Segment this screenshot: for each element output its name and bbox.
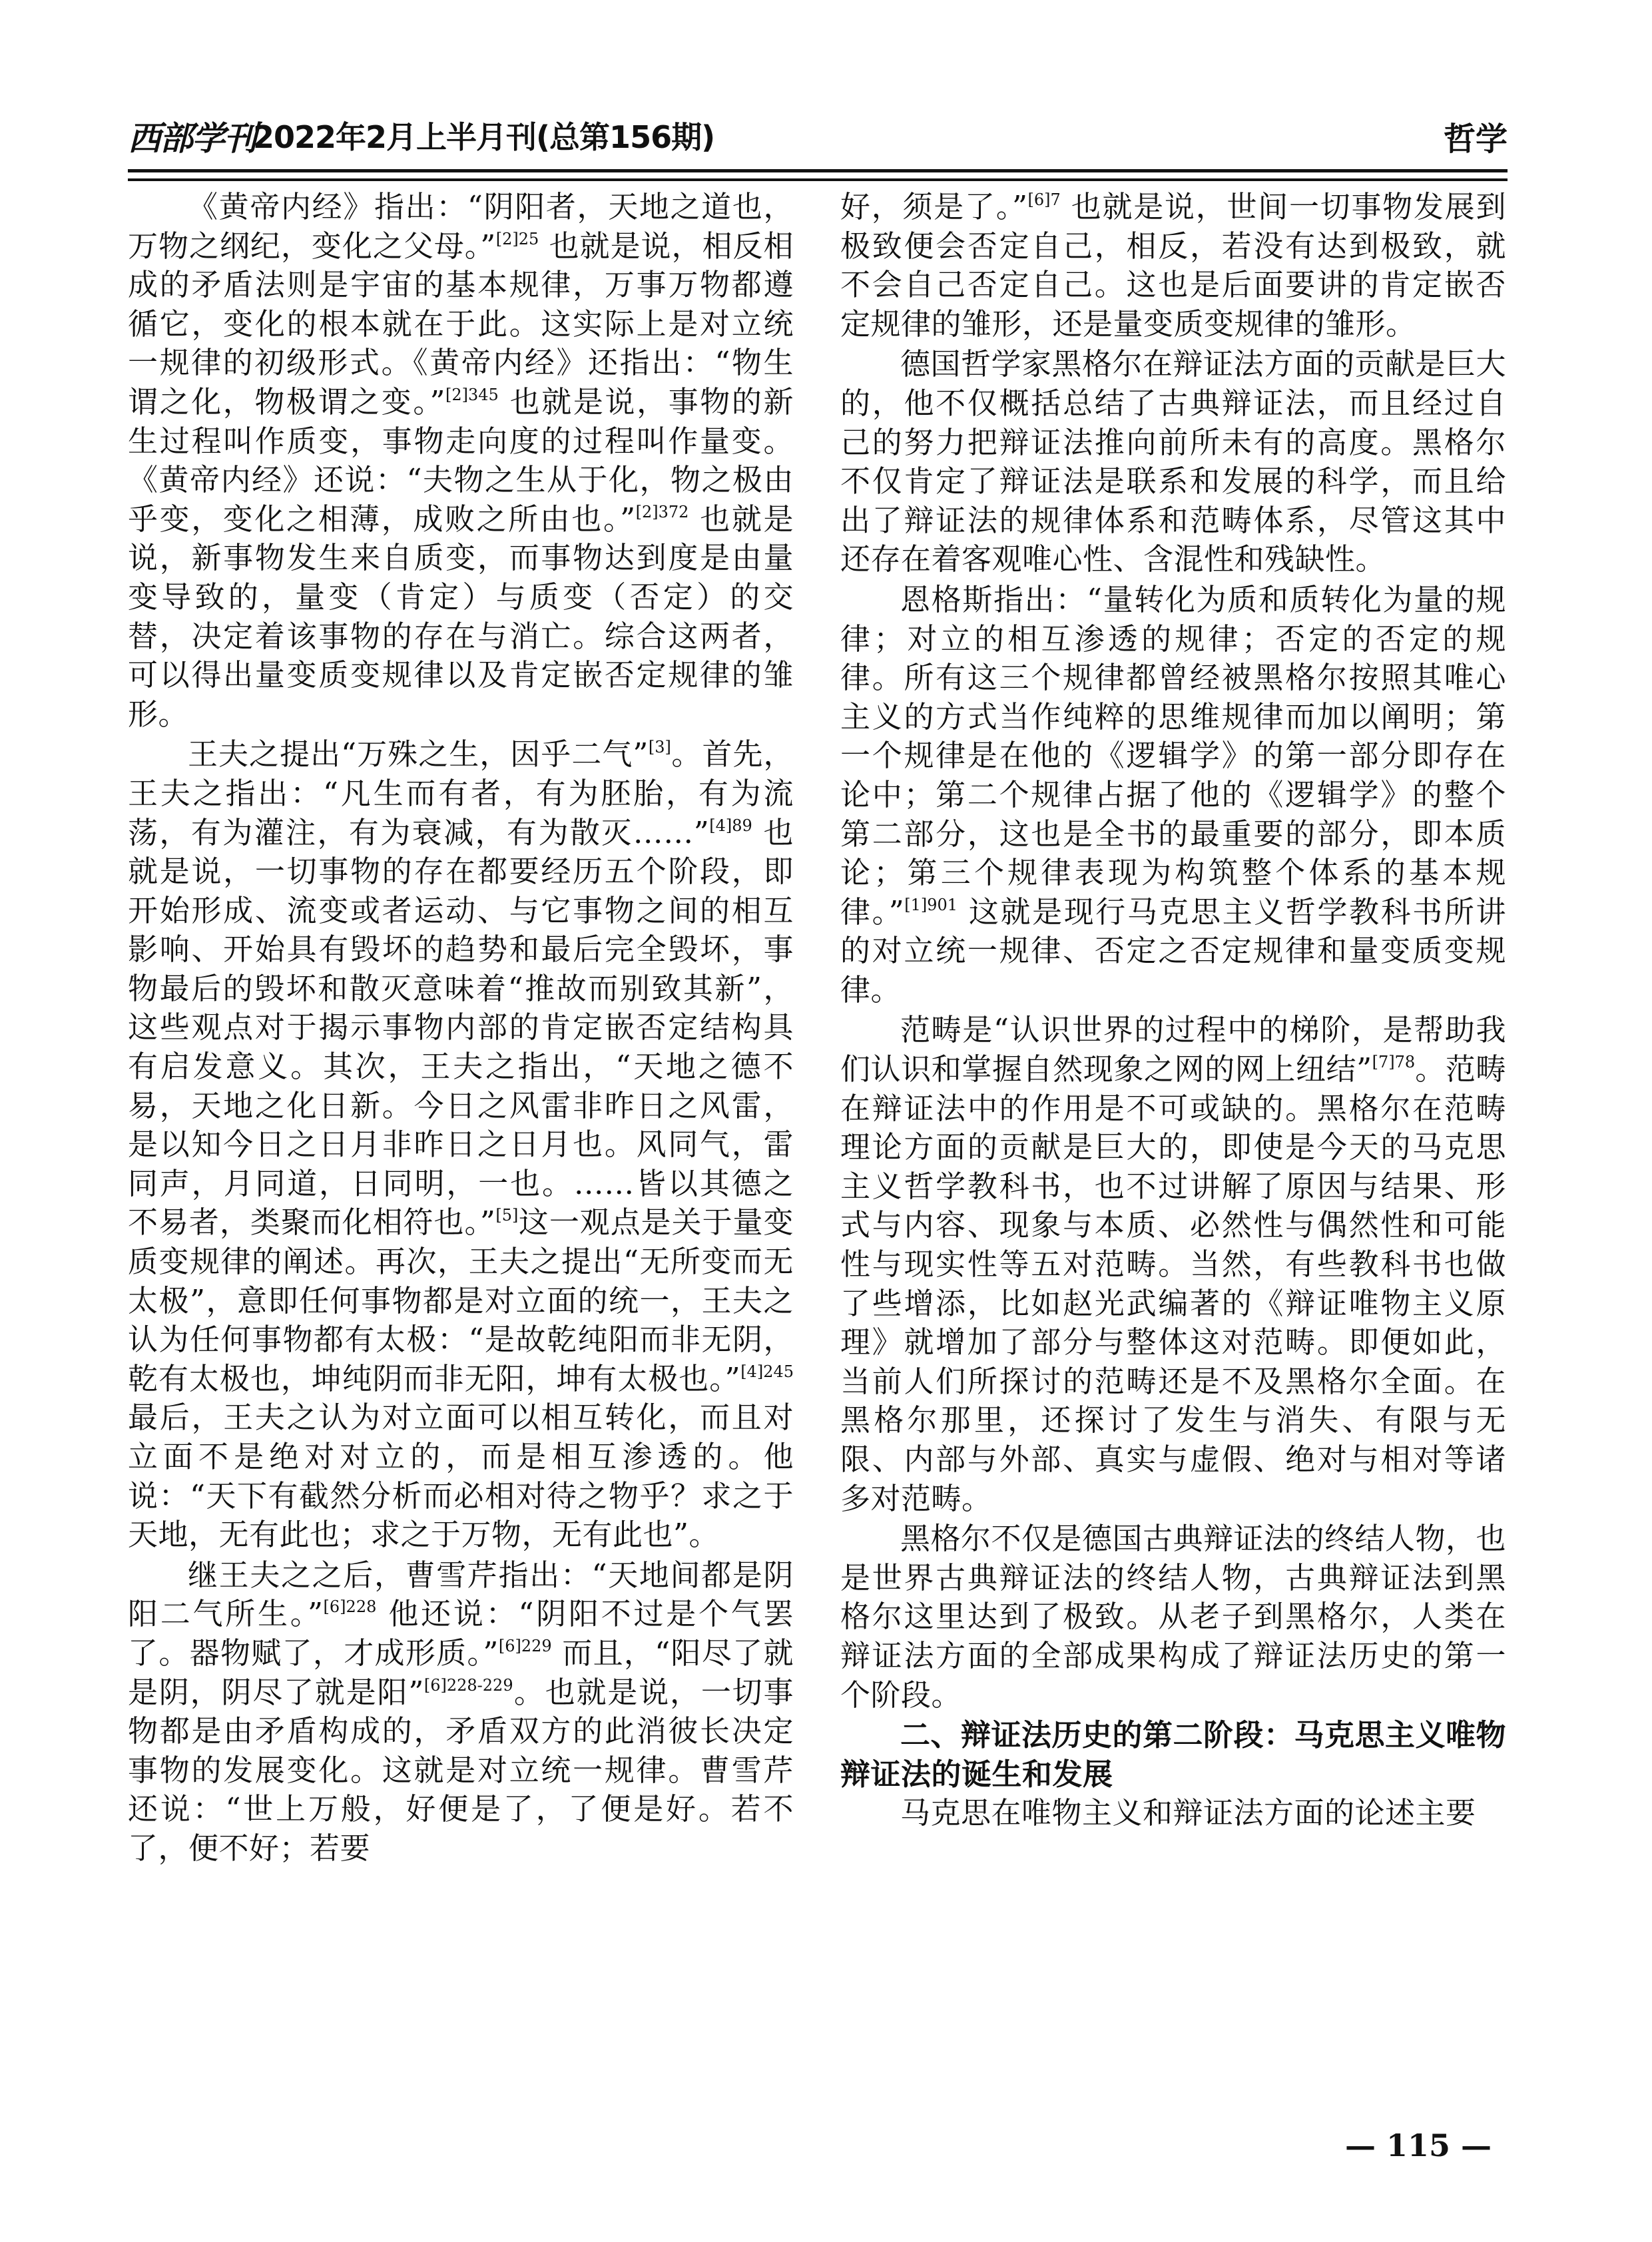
- paragraph: [128, 188, 794, 734]
- right-paragraphs: [840, 188, 1506, 1715]
- paragraph-text: 这一观点是关于量变质变规律的阐述。再次，王夫之提出“无所变而无太极”，意即任何事物都是对立面的统一，王夫之认为任何事物都有太极：“是故乾纯阳而非无阴，乾有太极也，坤纯阴而非无阳，坤有太极也。”: [128, 1205, 794, 1396]
- right-column: [840, 188, 1506, 1834]
- paragraph-text: 黑格尔不仅是德国古典辩证法的终结人物，也是世界古典辩证法的终结人物，古典辩证法到黑格尔这里达到了极致。从老子到黑格尔，人类在辩证法方面的全部成果构成了辩证法历史的第一个阶段。: [840, 1521, 1507, 1713]
- issue-info: 2022年2月上半月刊(总第156期): [253, 119, 715, 155]
- paragraph: [128, 1556, 794, 1868]
- citation-superscript: [2]345: [445, 385, 499, 404]
- paragraph: [128, 735, 794, 1554]
- section-label: 哲学: [1443, 121, 1508, 158]
- paragraph-text: 这就是现行马克思主义哲学教科书所讲的对立统一规律、否定之否定规律和量变质变规律。: [840, 894, 1506, 1007]
- paragraph: [840, 1520, 1506, 1715]
- citation-superscript: [5]: [495, 1206, 519, 1225]
- page-number: — 115 —: [1345, 2127, 1492, 2163]
- citation-superscript: [2]25: [495, 229, 539, 248]
- paragraph-text: 他还说：“阴阳不过是个气罢了。器物赋了，才成形质。”: [128, 1596, 794, 1671]
- running-header: [128, 112, 1508, 158]
- citation-superscript: [6]228: [323, 1597, 377, 1617]
- journal-logo: 西部学刊: [128, 119, 256, 158]
- right-paragraphs-after: [840, 1794, 1506, 1833]
- citation-superscript: [4]89: [709, 816, 752, 835]
- paragraph: [840, 1011, 1506, 1518]
- paragraph: [840, 345, 1506, 579]
- paragraph-text: 也就是说，一切事物的存在都要经历五个阶段，即开始形成、流变或者运动、与它事物之间的相互影响、开始具有毁坏的趋势和最后完全毁坏，事物最后的毁坏和散灭意味着“推故而别致其新”，这些观点对于揭示事物内部的肯定嵌否定结构具有启发意义。其次，王夫之指出，“天地之德不易，天地之化日新。今日之风雷非昨日之风雷，是以知今日之日月非昨日之日月也。风同气，雷同声，月同道，日同明，一也。……皆以其德之不易者，类聚而化相符也。”: [128, 814, 794, 1241]
- paragraph-text: 《黄帝内经》指出：“阴阳者，天地之道也，万物之纲纪，变化之父母。”: [128, 189, 794, 264]
- citation-superscript: [4]245: [740, 1362, 794, 1381]
- citation-superscript: [6]7: [1027, 190, 1061, 209]
- paragraph-text: 也就是说，相反相成的矛盾法则是宇宙的基本规律，万事万物都遵循它，变化的根本就在于此。这实际上是对立统一规律的初级形式。《黄帝内经》还指出：“物生谓之化，物极谓之变。”: [128, 228, 794, 420]
- paragraph-text: 也就是说，新事物发生来自质变，而事物达到度是由量变导致的，量变（肯定）与质变（否定）的交替，决定着该事物的存在与消亡。综合这两者，可以得出量变质变规律以及肯定嵌否定规律的雏形。: [128, 501, 794, 732]
- paragraph-text: 范畴是“认识世界的过程中的梯阶，是帮助我们认识和掌握自然现象之网的网上纽结”: [840, 1012, 1506, 1087]
- paragraph-text: 王夫之提出“万殊之生，因乎二气”: [188, 736, 649, 772]
- paragraph: [840, 188, 1506, 344]
- section-heading: 二、辩证法历史的第二阶段：马克思主义唯物辩证法的诞生和发展: [840, 1717, 1507, 1792]
- left-column: [128, 188, 794, 1870]
- paragraph-text: 。首先，王夫之指出：“凡生而有者，有为胚胎，有为流荡，有为灌注，有为衰减，有为散灭……”: [128, 736, 794, 850]
- header-rule-bottom: [128, 178, 1508, 181]
- header-rule-top: [128, 169, 1508, 172]
- paragraph-text: 好，须是了。”: [840, 189, 1028, 224]
- citation-superscript: [7]78: [1372, 1053, 1416, 1072]
- citation-superscript: [3]: [648, 738, 671, 757]
- citation-superscript: [6]229: [498, 1636, 552, 1655]
- paragraph: [840, 1794, 1506, 1833]
- paragraph-text: 也就是说，事物的新生过程叫作质变，事物走向度的过程叫作量变。《黄帝内经》还说：“夫物之生从于化，物之极由乎变，变化之相薄，成败之所由也。”: [128, 384, 794, 537]
- citation-superscript: [2]372: [635, 502, 689, 521]
- paragraph-text: 继王夫之之后，曹雪芹指出：“天地间都是阴阳二气所生。”: [128, 1557, 794, 1632]
- paragraph-text: 而且，“阳尽了就是阴，阴尽了就是阳”: [128, 1635, 794, 1710]
- paragraph: [840, 581, 1506, 1010]
- paragraph-text: 。也就是说，一切事物都是由矛盾构成的，矛盾双方的此消彼长决定事物的发展变化。这就是对立统一规律。曹雪芹还说：“世上万般，好便是了，了便是好。若不了，便不好；若要: [128, 1674, 794, 1866]
- paragraph-text: 。范畴在辩证法中的作用是不可或缺的。黑格尔在范畴理论方面的贡献是巨大的，即使是今天的马克思主义哲学教科书，也不过讲解了原因与结果、形式与内容、现象与本质、必然性与偶然性和可能性与现实性等五对范畴。当然，有些教科书也做了些增添，比如赵光武编著的《辩证唯物主义原理》就增加了部分与整体这对范畴。即便如此，当前人们所探讨的范畴还是不及黑格尔全面。在黑格尔那里，还探讨了发生与消失、有限与无限、内部与外部、真实与虚假、绝对与相对等诸多对范畴。: [840, 1051, 1506, 1516]
- paragraph-text: 最后，王夫之认为对立面可以相互转化，而且对立面不是绝对对立的，而是相互渗透的。他说：“天下有截然分析而必相对待之物乎？求之于天地，无有此也；求之于万物，无有此也”。: [128, 1400, 794, 1553]
- citation-superscript: [1]901: [904, 895, 958, 914]
- paragraph-text: 马克思在唯物主义和辩证法方面的论述主要: [900, 1795, 1476, 1831]
- paragraph-text: 恩格斯指出：“量转化为质和质转化为量的规律；对立的相互渗透的规律；否定的否定的规律。所有这三个规律都曾经被黑格尔按照其唯心主义的方式当作纯粹的思维规律而加以阐明；第一个规律是在他的《逻辑学》的第一部分即存在论中；第二个规律占据了他的《逻辑学》的整个第二部分，这也是全书的最重要的部分，即本质论；第三个规律表现为构筑整个体系的基本规律。”: [840, 581, 1506, 930]
- paragraph-text: 德国哲学家黑格尔在辩证法方面的贡献是巨大的，他不仅概括总结了古典辩证法，而且经过自己的努力把辩证法推向前所未有的高度。黑格尔不仅肯定了辩证法是联系和发展的科学，而且给出了辩证法的规律体系和范畴体系，尽管这其中还存在着客观唯心性、含混性和残缺性。: [840, 346, 1507, 577]
- paragraph-text: 也就是说，世间一切事物发展到极致便会否定自己，相反，若没有达到极致，就不会自己否定自己。这也是后面要讲的肯定嵌否定规律的雏形，还是量变质变规律的雏形。: [840, 189, 1506, 342]
- citation-superscript: [6]228-229: [423, 1675, 513, 1695]
